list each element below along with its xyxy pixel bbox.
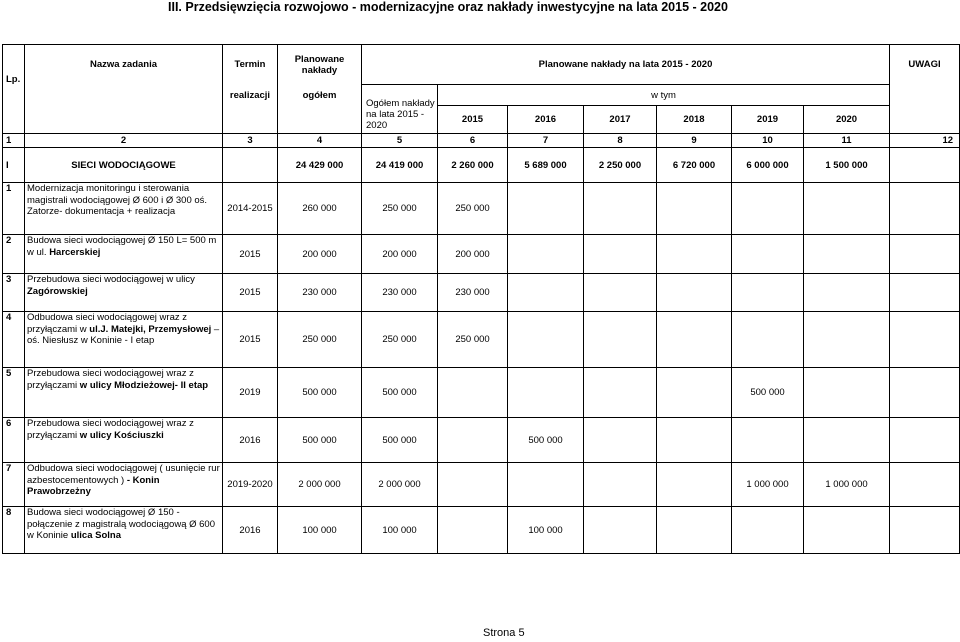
row-ogolem: 250 000 [362, 312, 438, 368]
row-lp: 5 [3, 368, 25, 418]
table-row [3, 418, 960, 463]
row-year-2016: 100 000 [508, 507, 584, 554]
section-2020: 1 500 000 [804, 148, 890, 183]
row-lp: 7 [3, 463, 25, 507]
row-year-2020: 1 000 000 [804, 463, 890, 507]
task-name-bold: Harcerskiej [49, 246, 101, 258]
row-year-2019 [732, 235, 804, 274]
row-year-2017 [584, 418, 657, 463]
row-year-2018 [657, 507, 732, 554]
row-lp: 6 [3, 418, 25, 463]
table-row [3, 183, 960, 235]
header-planowane: Planowane nakłady [278, 45, 362, 85]
section-planowane: 24 429 000 [278, 148, 362, 183]
row-uwagi [890, 418, 960, 463]
row-task-name [25, 274, 223, 312]
table-row [3, 312, 960, 368]
row-task-name [25, 418, 223, 463]
colnum: 12 [890, 134, 960, 148]
row-year-2015 [438, 418, 508, 463]
task-name-tail: – oś. Niesłusz w Koninie - I etap [27, 323, 220, 346]
row-ogolem: 500 000 [362, 368, 438, 418]
row-year-2019 [732, 183, 804, 235]
row-year-2020 [804, 418, 890, 463]
colnum: 2 [25, 134, 223, 148]
header-year-2020: 2020 [804, 106, 890, 134]
task-name-text: Budowa sieci wodociągowej Ø 150 L= 500 m w ul. [27, 235, 217, 258]
table-row [3, 463, 960, 507]
row-uwagi [890, 463, 960, 507]
task-name-text: Modernizacja monitoringu i sterowania magistrali wodociągowej Ø 600 i Ø 300 oś. Zatorze- dokumentacja + realizacja [27, 183, 208, 217]
colnum: 5 [362, 134, 438, 148]
row-planowane: 500 000 [278, 368, 362, 418]
row-ogolem: 500 000 [362, 418, 438, 463]
task-name-text: Przebudowa sieci wodociągowej wraz z przyłączami [27, 418, 194, 441]
row-uwagi [890, 235, 960, 274]
row-year-2018 [657, 368, 732, 418]
task-name-text: Odbudowa sieci wodociągowej ( usunięcie rur azbestocementowych ) [27, 463, 220, 486]
row-uwagi [890, 507, 960, 554]
row-year-2015: 250 000 [438, 312, 508, 368]
row-task-name [25, 183, 223, 235]
row-year-2015: 200 000 [438, 235, 508, 274]
row-year-2018 [657, 312, 732, 368]
section-row [3, 148, 960, 183]
task-name-bold: ulica Solna [70, 530, 121, 541]
row-planowane: 260 000 [278, 183, 362, 235]
section-2019: 6 000 000 [732, 148, 804, 183]
colnum: 10 [732, 134, 804, 148]
row-year-2016 [508, 312, 584, 368]
row-year-2019 [732, 418, 804, 463]
row-planowane: 230 000 [278, 274, 362, 312]
row-year-2015 [438, 507, 508, 554]
row-year-2016 [508, 183, 584, 235]
task-name-text: Budowa sieci wodociągowej Ø 150 - połączenie z magistralą wodociągową Ø 600 w Koninie [27, 507, 215, 541]
row-year-2017 [584, 312, 657, 368]
row-year-2020 [804, 235, 890, 274]
header-termin: Termin [223, 45, 278, 85]
task-name-text: Przebudowa sieci wodociągowej w ulicy [27, 274, 195, 285]
table-row [3, 368, 960, 418]
row-planowane: 200 000 [278, 235, 362, 274]
row-task-name [25, 235, 223, 274]
task-name-bold: Zagórowskiej [27, 285, 88, 297]
colnum: 9 [657, 134, 732, 148]
investment-table [2, 44, 960, 554]
row-year-2019: 500 000 [732, 368, 804, 418]
colnum: 6 [438, 134, 508, 148]
row-year-2017 [584, 235, 657, 274]
row-termin: 2014-2015 [223, 183, 278, 235]
colnum: 3 [223, 134, 278, 148]
page-title: III. Przedsięwzięcia rozwojowo - modernizacyjne oraz nakłady inwestycyjne na lata 2015 - 2020 [168, 0, 728, 14]
row-ogolem: 230 000 [362, 274, 438, 312]
row-termin: 2015 [223, 274, 278, 312]
row-year-2019: 1 000 000 [732, 463, 804, 507]
row-year-2018 [657, 418, 732, 463]
header-nazwa: Nazwa zadania [25, 45, 223, 85]
header-ogolem-naklady: Ogółem nakłady na lata 2015 - 2020 [362, 85, 438, 134]
row-task-name [25, 463, 223, 507]
row-year-2018 [657, 183, 732, 235]
row-planowane: 100 000 [278, 507, 362, 554]
row-ogolem: 250 000 [362, 183, 438, 235]
header-year-2017: 2017 [584, 106, 657, 134]
header-realizacji: realizacji [223, 85, 278, 106]
task-name-bold: w ulicy Młodzieżowej- II etap [79, 379, 209, 391]
table-row [3, 235, 960, 274]
row-lp: 1 [3, 183, 25, 235]
row-termin: 2019-2020 [223, 463, 278, 507]
row-ogolem: 2 000 000 [362, 463, 438, 507]
section-name: SIECI WODOCIĄGOWE [25, 148, 223, 183]
task-name-text: Odbudowa sieci wodociągowej wraz z przyłączami w [27, 312, 187, 335]
row-year-2018 [657, 235, 732, 274]
row-planowane: 250 000 [278, 312, 362, 368]
row-lp: 8 [3, 507, 25, 554]
header-ogolem: ogółem [278, 85, 362, 106]
row-year-2019 [732, 507, 804, 554]
row-uwagi [890, 312, 960, 368]
task-name-text: Przebudowa sieci wodociągowej wraz z przyłączami [27, 368, 194, 391]
colnum: 8 [584, 134, 657, 148]
row-year-2017 [584, 274, 657, 312]
colnum: 1 [3, 134, 25, 148]
header-year-2018: 2018 [657, 106, 732, 134]
table-row [3, 274, 960, 312]
row-year-2017 [584, 183, 657, 235]
header-planowane-lata: Planowane nakłady na lata 2015 - 2020 [362, 45, 890, 85]
colnum: 11 [804, 134, 890, 148]
task-rows [3, 183, 960, 554]
row-termin: 2015 [223, 312, 278, 368]
row-ogolem: 200 000 [362, 235, 438, 274]
section-2015: 2 260 000 [438, 148, 508, 183]
header-w-tym: w tym [438, 85, 890, 106]
colnum: 4 [278, 134, 362, 148]
row-year-2016: 500 000 [508, 418, 584, 463]
row-year-2016 [508, 235, 584, 274]
row-ogolem: 100 000 [362, 507, 438, 554]
row-lp: 2 [3, 235, 25, 274]
row-lp: 3 [3, 274, 25, 312]
row-task-name [25, 312, 223, 368]
row-year-2018 [657, 274, 732, 312]
section-2017: 2 250 000 [584, 148, 657, 183]
row-task-name [25, 507, 223, 554]
row-year-2016 [508, 274, 584, 312]
page-number: Strona 5 [483, 627, 525, 639]
row-year-2016 [508, 463, 584, 507]
row-termin: 2015 [223, 235, 278, 274]
row-planowane: 500 000 [278, 418, 362, 463]
row-year-2018 [657, 463, 732, 507]
row-planowane: 2 000 000 [278, 463, 362, 507]
section-2016: 5 689 000 [508, 148, 584, 183]
row-year-2017 [584, 463, 657, 507]
row-year-2020 [804, 368, 890, 418]
row-year-2020 [804, 183, 890, 235]
row-year-2015 [438, 463, 508, 507]
row-task-name [25, 368, 223, 418]
row-uwagi [890, 274, 960, 312]
row-year-2020 [804, 274, 890, 312]
table-row [3, 507, 960, 554]
row-year-2017 [584, 368, 657, 418]
task-name-bold: ul.J. Matejki, Przemysłowej [89, 323, 212, 335]
header-year-2016: 2016 [508, 106, 584, 134]
row-termin: 2016 [223, 418, 278, 463]
row-lp: 4 [3, 312, 25, 368]
row-year-2017 [584, 507, 657, 554]
row-uwagi [890, 183, 960, 235]
row-year-2020 [804, 312, 890, 368]
row-year-2020 [804, 507, 890, 554]
header-year-2019: 2019 [732, 106, 804, 134]
section-lp: I [3, 148, 25, 183]
row-termin: 2019 [223, 368, 278, 418]
colnum: 7 [508, 134, 584, 148]
row-year-2016 [508, 368, 584, 418]
row-year-2019 [732, 312, 804, 368]
section-ogolem: 24 419 000 [362, 148, 438, 183]
header-uwagi: UWAGI [890, 45, 960, 85]
row-year-2015: 230 000 [438, 274, 508, 312]
row-uwagi [890, 368, 960, 418]
header-lp: Lp. [3, 45, 25, 85]
section-2018: 6 720 000 [657, 148, 732, 183]
task-name-bold: w ulicy Kościuszki [79, 429, 164, 441]
header-year-2015: 2015 [438, 106, 508, 134]
task-name-bold: - Konin Prawobrzeżny [27, 474, 160, 497]
row-termin: 2016 [223, 507, 278, 554]
row-year-2015 [438, 368, 508, 418]
row-year-2019 [732, 274, 804, 312]
row-year-2015: 250 000 [438, 183, 508, 235]
